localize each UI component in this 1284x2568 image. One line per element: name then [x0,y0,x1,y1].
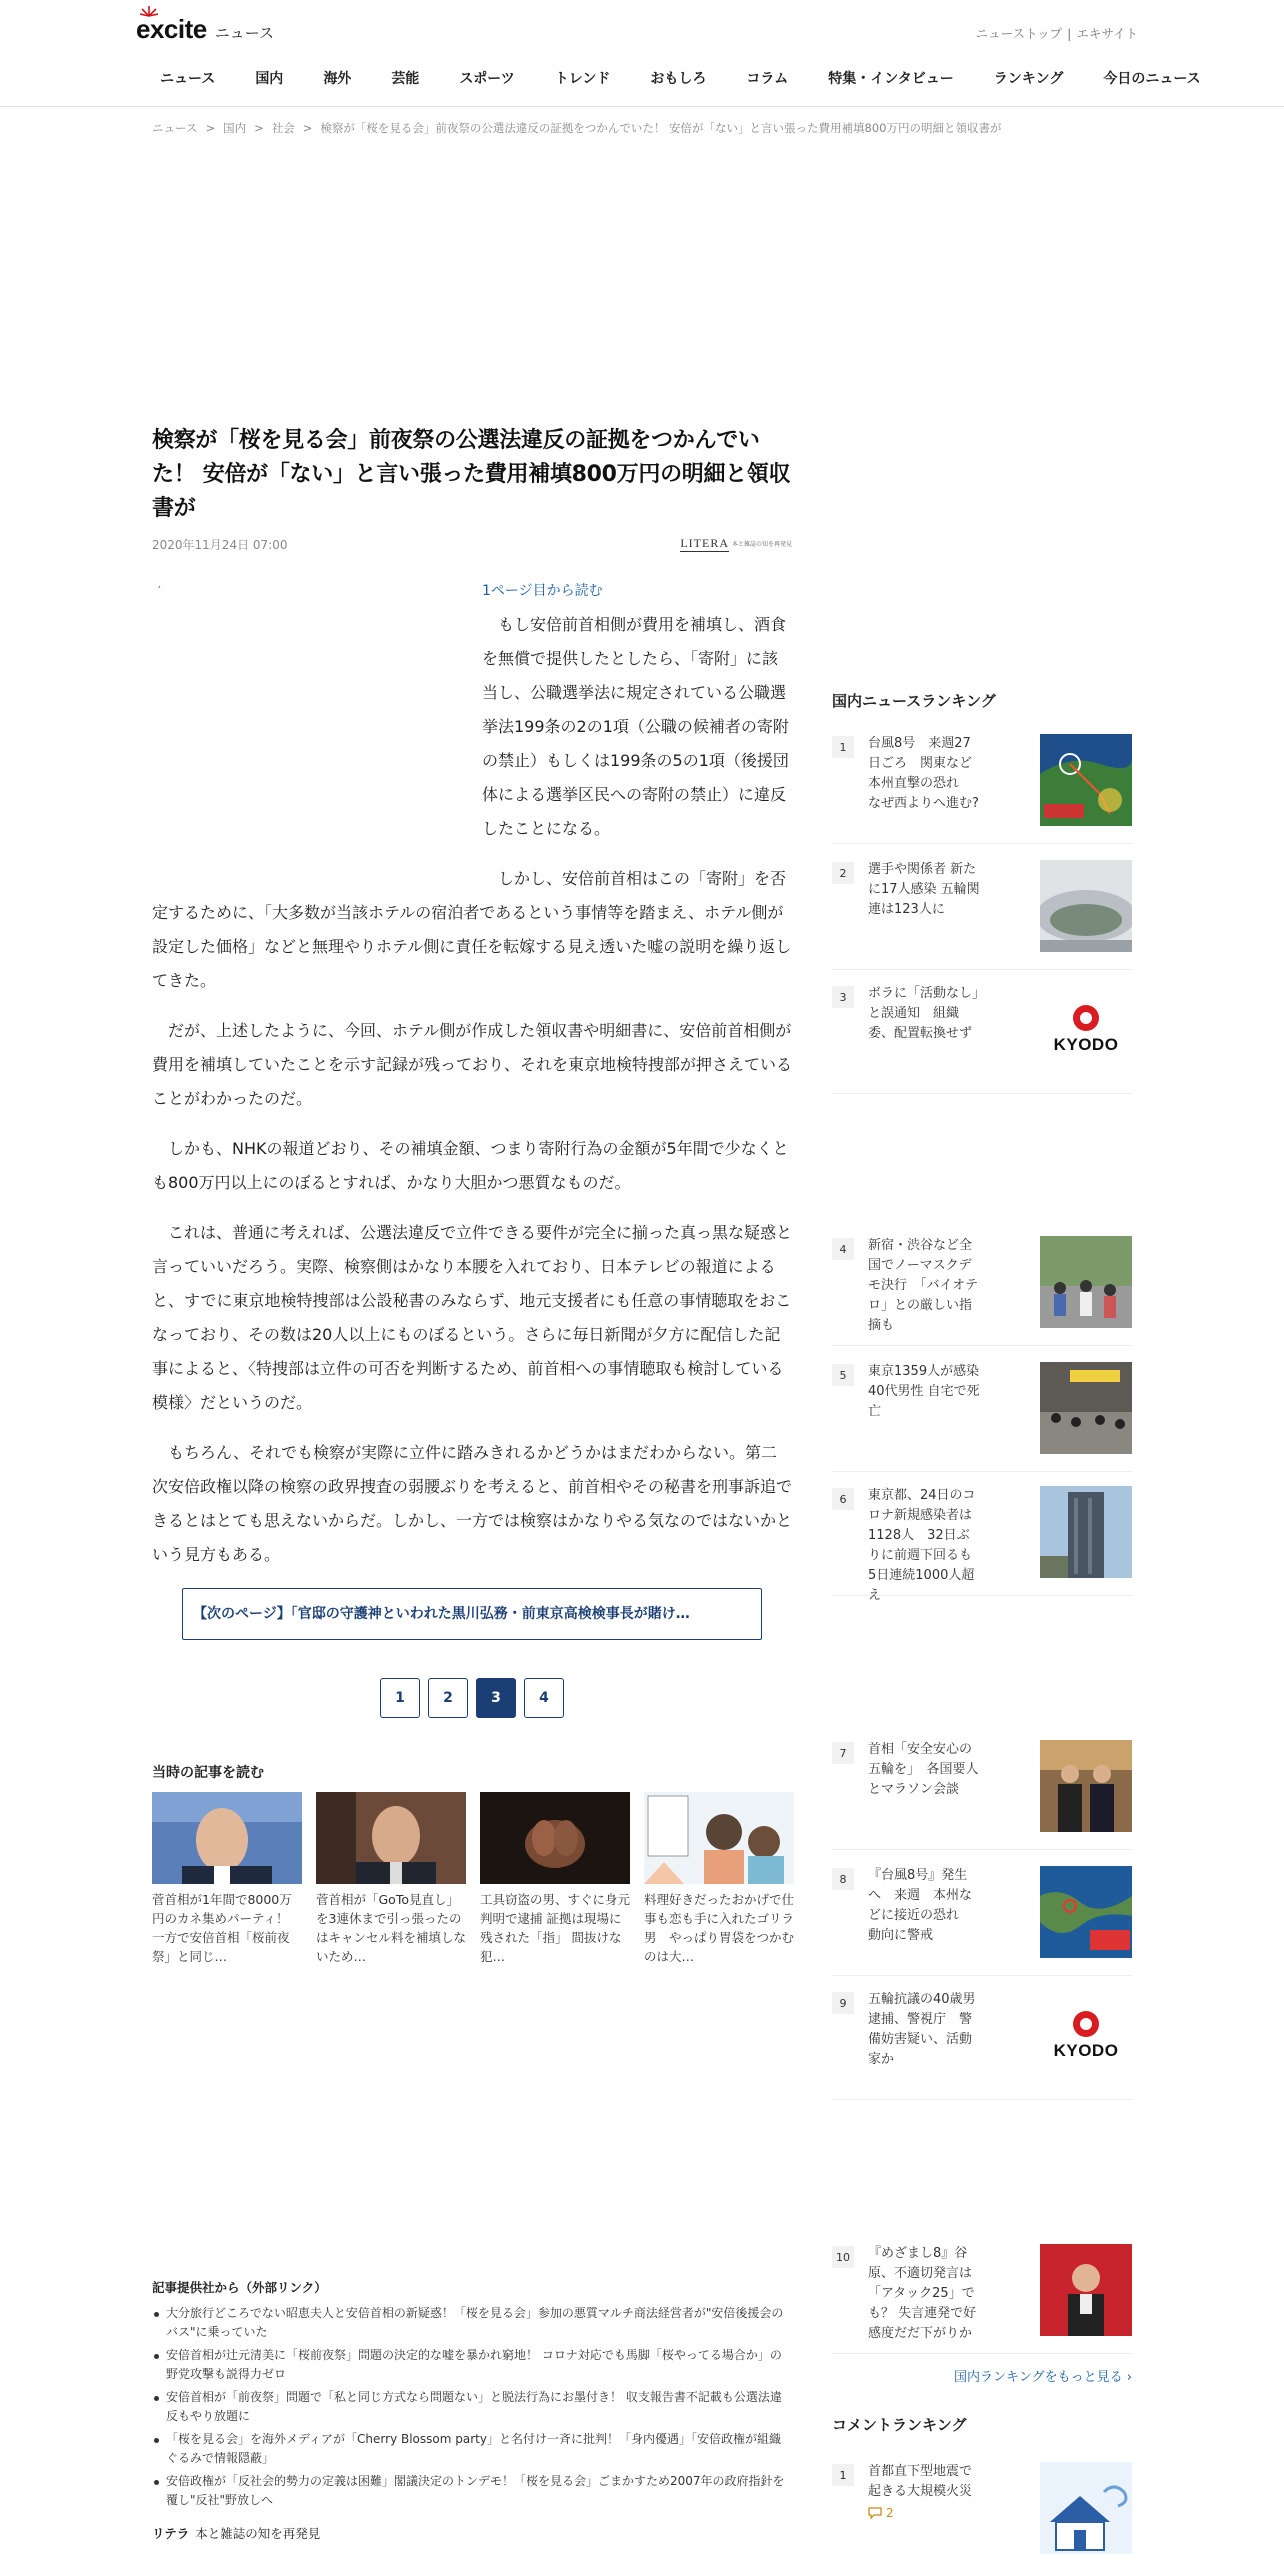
kyodo-logo-text: KYODO [1053,1035,1119,1054]
breadcrumb-domestic[interactable]: 国内 [223,121,247,135]
rank-thumbnail [1040,734,1132,826]
rank-number: 1 [832,2464,854,2486]
article-body [152,580,792,1718]
nav-item-trend[interactable]: トレンド [554,71,611,87]
pagination [152,1678,792,1718]
ranking-item[interactable] [832,734,1132,844]
provider-tagline: 本と雑誌の知を再発見 [195,2526,321,2541]
external-heading: 記事提供社から（外部リンク） [152,2280,327,2295]
related-heading: 当時の記事を読む [152,1765,264,1781]
external-link[interactable]: 大分旅行どころでない昭恵夫人と安倍首相の新疑惑！「桜を見る会」参加の悪質マルチ商法経営者が"安倍後援会のバス"に乗っていた [166,2306,784,2339]
ranking-more-link[interactable] [832,2366,1132,2385]
comment-ranking-heading: コメントランキング [832,2416,967,2434]
rank-title: 台風8号 来週27日ごろ 関東など本州直撃の恐れ なぜ西よりへ進む? [868,736,979,811]
next-page-button[interactable]: 【次のページ】「官邸の守護神といわれた黒川弘務・前東京高検検事長が賭け… [182,1588,762,1640]
kyodo-dot-icon [1073,2011,1099,2037]
article-date: 2020年11月24日 07:00 [152,538,288,552]
external-link[interactable]: 安倍首相が辻元清美に「桜前夜祭」問題の決定的な嘘を暴かれ窮地！ コロナ対応でも馬脚「桜やってる場合か」の野党攻撃も説得力ゼロ [166,2348,782,2381]
rank-title: 東京都、24日のコロナ新規感染者は1128人 32日ぶりに前週下回るも5日連続1000人超え [868,1488,976,1603]
page-4-button[interactable]: 4 [524,1678,564,1718]
rank-thumbnail [1040,2462,1132,2554]
top-links-divider: | [1067,26,1072,41]
article-meta [152,534,792,554]
article-paragraph: しかし、安倍前首相はこの「寄附」を否定するために、「大多数が当該ホテルの宿泊者であるという事情等を踏まえ、ホテル側が設定した価格」などと無理やりホテル側に責任を転嫁する見え透いた嘘の説明を繰り返してきた。 [152,869,792,990]
rank-number: 8 [832,1868,854,1890]
article-paragraph: これは、普通に考えれば、公選法違反で立件できる要件が完全に揃った真っ黒な疑惑と言っていいだろう。実際、検察側はかなり本腰を入れており、日本テレビの報道によると、すでに東京地検特捜部は公設秘書のみならず、地元支援者にも任意の事情聴取をおこなっており、その数は20人以上にものぼるという。さらに毎日新聞が夕方に配信した記事によると、〈特捜部は立件の可否を判断するため、前首相への事情聴取も検討している模様〉だというのだ。 [152,1223,793,1412]
related-thumbnail [480,1792,630,1884]
ranking-item[interactable] [832,860,1132,970]
page-2-button[interactable]: 2 [428,1678,468,1718]
nav-item-column[interactable]: コラム [746,71,789,87]
excite-logo [136,14,207,45]
nav-divider [0,106,1284,107]
related-thumbnail [152,1792,302,1884]
related-item[interactable] [152,1792,302,1966]
external-link[interactable]: 「桜を見る会」を海外メディアが「Cherry Blossom party」と名付け一斉に批判！「身内優遇」「安倍政権が組織ぐるみで情報隠蔽」 [166,2432,781,2465]
external-link[interactable]: 安倍政権が「反社会的勢力の定義は困難」閣議決定のトンデモ！「桜を見る会」ごまかすため2007年の政府指針を覆し"反社"野放しへ [166,2474,785,2507]
ranking-section [832,690,1132,711]
nav-item-entertainment[interactable]: 芸能 [391,71,420,87]
nav-item-overseas[interactable]: 海外 [323,71,352,87]
excite-link[interactable]: エキサイト [1076,26,1138,41]
site-logo[interactable] [136,14,274,45]
related-item[interactable] [316,1792,466,1966]
related-item[interactable] [644,1792,794,1966]
ranking-item[interactable] [832,1362,1132,1472]
rank-title: 選手や関係者 新たに17人感染 五輪関連は123人に [868,862,980,917]
comment-count [868,2506,894,2520]
rank-thumbnail [1040,1362,1132,1454]
related-title: 菅首相が1年間で8000万円のカネ集めパーティ！ 一方で安倍首相「桜前夜祭」と同じ… [152,1892,292,1964]
source-tagline: 本と雑誌の知を再発見 [731,540,792,548]
rank-thumbnail [1040,1236,1132,1328]
external-link[interactable]: 安倍首相が「前夜祭」問題で「私と同じ方式なら問題ない」と脱法行為にお墨付き！ 収支報告書不記載も公選法違反もやり放題に [166,2390,782,2423]
top-links [976,24,1138,42]
article-paragraph: だが、上述したように、今回、ホテル側が作成した領収書や明細書に、安倍前首相側が費用を補填していたことを示す記録が残っており、それを東京地検特捜部が押さえていることがわかったのだ。 [152,1021,793,1108]
rank-thumbnail [1040,860,1132,952]
nav-item-today[interactable]: 今日のニュース [1103,71,1201,87]
kyodo-logo [1040,984,1132,1076]
comment-ranking-item[interactable] [832,2462,1132,2562]
breadcrumb [152,120,1001,136]
ranking-heading: 国内ニュースランキング [832,692,996,710]
related-title: 工具窃盗の男、すぐに身元判明で逮捕 証拠は現場に残された「指」 間抜けな犯… [480,1892,630,1964]
related-title: 菅首相が「GoTo見直し」を3連休まで引っ張ったのはキャンセル料を補填しないため… [316,1892,466,1964]
breadcrumb-current: 検察が「桜を見る会」前夜祭の公選法違反の証拠をつかんでいた！ 安倍が「ない」と言い張った費用補填800万円の明細と領収書が [320,121,1002,135]
rank-number: 1 [832,736,854,758]
rank-number: 4 [832,1238,854,1260]
rank-number: 10 [832,2246,854,2268]
related-item[interactable] [480,1792,630,1966]
rank-title: 東京1359人が感染 40代男性 自宅で死亡 [868,1364,993,1419]
rank-number: 6 [832,1488,854,1510]
source-logo[interactable] [680,536,792,552]
article-paragraph: もちろん、それでも検察が実際に立件に踏みきれるかどうかはまだわからない。第二次安倍政権以降の検察の政界捜査の弱腰ぶりを考えると、前首相やその秘書を刑事訴追できるとはとても思えないからだ。しかし、一方では検察はかなりやる気なのではないかという見方もある。 [152,1443,793,1564]
news-top-link[interactable]: ニューストップ [975,26,1063,41]
rank-title: 『めざまし8』谷原、不適切発言は「アタック25」でも？ 失言連発で好感度だだ下がりか [868,2246,977,2341]
nav-item-news[interactable]: ニュース [160,71,216,87]
comment-count-value: 2 [886,2506,894,2520]
kyodo-logo [1040,1990,1132,2082]
comment-bubble-icon [868,2507,882,2519]
kyodo-logo-text: KYODO [1053,2041,1119,2060]
logo-text: excite [136,14,207,44]
logo-spark-icon [140,5,158,17]
ranking-item[interactable] [832,1740,1132,1850]
nav-item-domestic[interactable]: 国内 [255,71,284,87]
rank-thumbnail [1040,2244,1132,2336]
breadcrumb-separator: > [254,121,264,135]
article-paragraph: しかも、NHKの報道どおり、その補填金額、つまり寄附行為の金額が5年間で少なくとも800万円以上にのぼるとすれば、かなり大胆かつ悪質なものだ。 [152,1139,789,1192]
breadcrumb-news[interactable]: ニュース [152,121,198,135]
rank-number: 9 [832,1992,854,2014]
site-header [0,0,1284,60]
rank-title: 首都直下型地震で起きる大規模火災 [868,2464,973,2499]
logo-section: ニュース [214,24,274,42]
rank-thumbnail [1040,1740,1132,1832]
ad-slot [152,580,470,865]
ranking-item[interactable] [832,1236,1132,1346]
rank-title: 首相「安全安心の五輪を」 各国要人とマラソン会談 [868,1742,979,1797]
rank-thumbnail [1040,1486,1132,1578]
ranking-item[interactable] [832,1990,1132,2100]
page-1-button[interactable]: 1 [380,1678,420,1718]
kyodo-dot-icon [1073,1005,1099,1031]
nav-item-ranking[interactable]: ランキング [993,71,1064,87]
nav-item-funny[interactable]: おもしろ [650,71,707,87]
related-thumbnail [644,1792,794,1884]
rank-number: 5 [832,1364,854,1386]
related-thumbnail [316,1792,466,1884]
ranking-item[interactable] [832,1866,1132,1976]
rank-title: 新宿・渋谷など全国でノーマスクデモ決行 「バイオテロ」との厳しい指摘も [868,1238,979,1333]
source-name: LITERA [680,536,729,550]
global-nav [140,68,1221,102]
chevron-right-icon: › [1126,2370,1132,2385]
ranking-item[interactable] [832,1486,1132,1603]
rank-number: 2 [832,862,854,884]
breadcrumb-separator: > [205,121,216,135]
ranking-more-label: 国内ランキングをもっと見る [954,2370,1123,2385]
article-paragraph: もし安倍前首相側が費用を補填し、酒食を無償で提供したとしたら、「寄附」に該当し、公職選挙法に規定されている公職選挙法199条の2の1項（公職の候補者の寄附の禁止）もしくは199条の5の1項（後援団体による選挙区民への寄附の禁止）に違反したことになる。 [482,615,789,838]
breadcrumb-separator: > [302,121,313,135]
article [152,424,792,1718]
breadcrumb-society[interactable]: 社会 [271,121,295,135]
page-3-button-current[interactable]: 3 [476,1678,516,1718]
ranking-item[interactable] [832,2244,1132,2354]
rank-title: ボラに「活動なし」と誤通知 組織委、配置転換せず [868,986,979,1041]
ad-slot-mark: ′ [158,584,161,598]
external-links [152,2278,792,2542]
rank-title: 『台風8号』発生へ 来週 本州などに接近の恐れ 動向に警戒 [868,1868,973,1943]
provider-name: リテラ [152,2526,190,2541]
nav-item-features[interactable]: 特集・インタビュー [828,71,954,87]
nav-item-sports[interactable]: スポーツ [459,71,515,87]
related-articles [152,1762,792,1966]
rank-thumbnail [1040,1866,1132,1958]
read-from-first-page-link[interactable]: 1ページ目から読む [482,583,603,599]
related-title: 料理好きだったおかげで仕事も恋も手に入れたゴリラ男 やっぱり胃袋をつかむのは大… [644,1892,794,1964]
rank-number: 3 [832,986,854,1008]
rank-number: 7 [832,1742,854,1764]
ranking-item[interactable] [832,984,1132,1094]
article-title: 検察が「桜を見る会」前夜祭の公選法違反の証拠をつかんでいた！ 安倍が「ない」と言い張った費用補填800万円の明細と領収書が [152,428,791,521]
provider-credit [152,2524,792,2542]
rank-title: 五輪抗議の40歳男逮捕、警視庁 警備妨害疑い、活動家か [868,1992,976,2067]
